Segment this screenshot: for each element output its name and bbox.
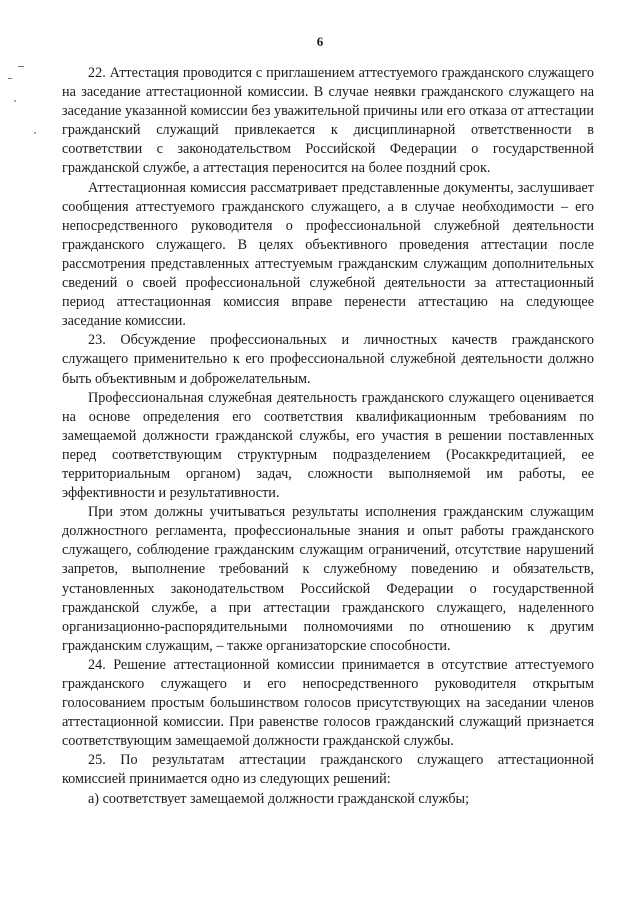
paragraph-considerations: При этом должны учитываться результаты исполнения гражданским служащим должностного регламента, профессиональные знания и опыт работы гражданского служащего, соблюдение гражданским служащим ограничений, отсутствие нарушений запретов, выполнение требований к служебному поведению и обязательств, установленных законодательством Российской Федерации о государственной гражданской службе, а при аттестации гражданского служащего, наделенного организационно-распорядительными полномочиями по отношению к другим гражданским служащим, – также организаторские способности.	[62, 504, 594, 654]
scan-mark	[8, 78, 12, 79]
paragraph-25: 25. По результатам аттестации гражданского служащего аттестационной комиссией принимается одно из следующих решений:	[62, 752, 594, 788]
scan-mark	[18, 66, 24, 67]
paragraph-24: 24. Решение аттестационной комиссии принимается в отсутствие аттестуемого гражданского служащего и его непосредственного руководителя открытым голосованием простым большинством голосов присутствующих на заседании членов аттестационной комиссии. При равенстве голосов гражданский служащий признается соответствующим замещаемой должности гражданской службы.	[62, 656, 594, 750]
page-number: 6	[316, 34, 324, 49]
document-body	[62, 64, 594, 809]
paragraph-25a: а) соответствует замещаемой должности гражданской службы;	[88, 790, 470, 807]
paragraph-commission-review: Аттестационная комиссия рассматривает представленные документы, заслушивает сообщения аттестуемого гражданского служащего, а в случае необходимости – его непосредственного руководителя о профессиональной служебной деятельности гражданского служащего. В целях объективного проведения аттестации после рассмотрения представленных аттестуемым гражданским служащим дополнительных сведений о своей профессиональной служебной деятельности за аттестационный период аттестационная комиссия вправе перенести аттестацию на следующее заседание комиссии.	[62, 179, 594, 330]
scan-mark	[34, 132, 36, 134]
paragraph-22: 22. Аттестация проводится с приглашением аттестуемого гражданского служащего на заседание аттестационной комиссии. В случае неявки гражданского служащего на заседание указанной комиссии без уважительной причины или его отказа от аттестации гражданский служащий привлекается к дисциплинарной ответственности в соответствии с законодательством Российской Федерации о государственной гражданской службе, а аттестация переносится на более поздний срок.	[62, 65, 594, 177]
paragraph-evaluation: Профессиональная служебная деятельность гражданского служащего оценивается на основе определения его соответствия квалификационным требованиям по замещаемой должности гражданской службы, его участия в решении поставленных перед соответствующим структурным подразделением (Росаккредитацией, ее территориальным органом) задач, сложности выполняемой им работы, ее эффективности и результативности.	[62, 389, 594, 502]
paragraph-23: 23. Обсуждение профессиональных и личностных качеств гражданского служащего применительно к его профессиональной служебной деятельности должно быть объективным и доброжелательным.	[62, 332, 594, 387]
scan-mark	[14, 100, 16, 102]
